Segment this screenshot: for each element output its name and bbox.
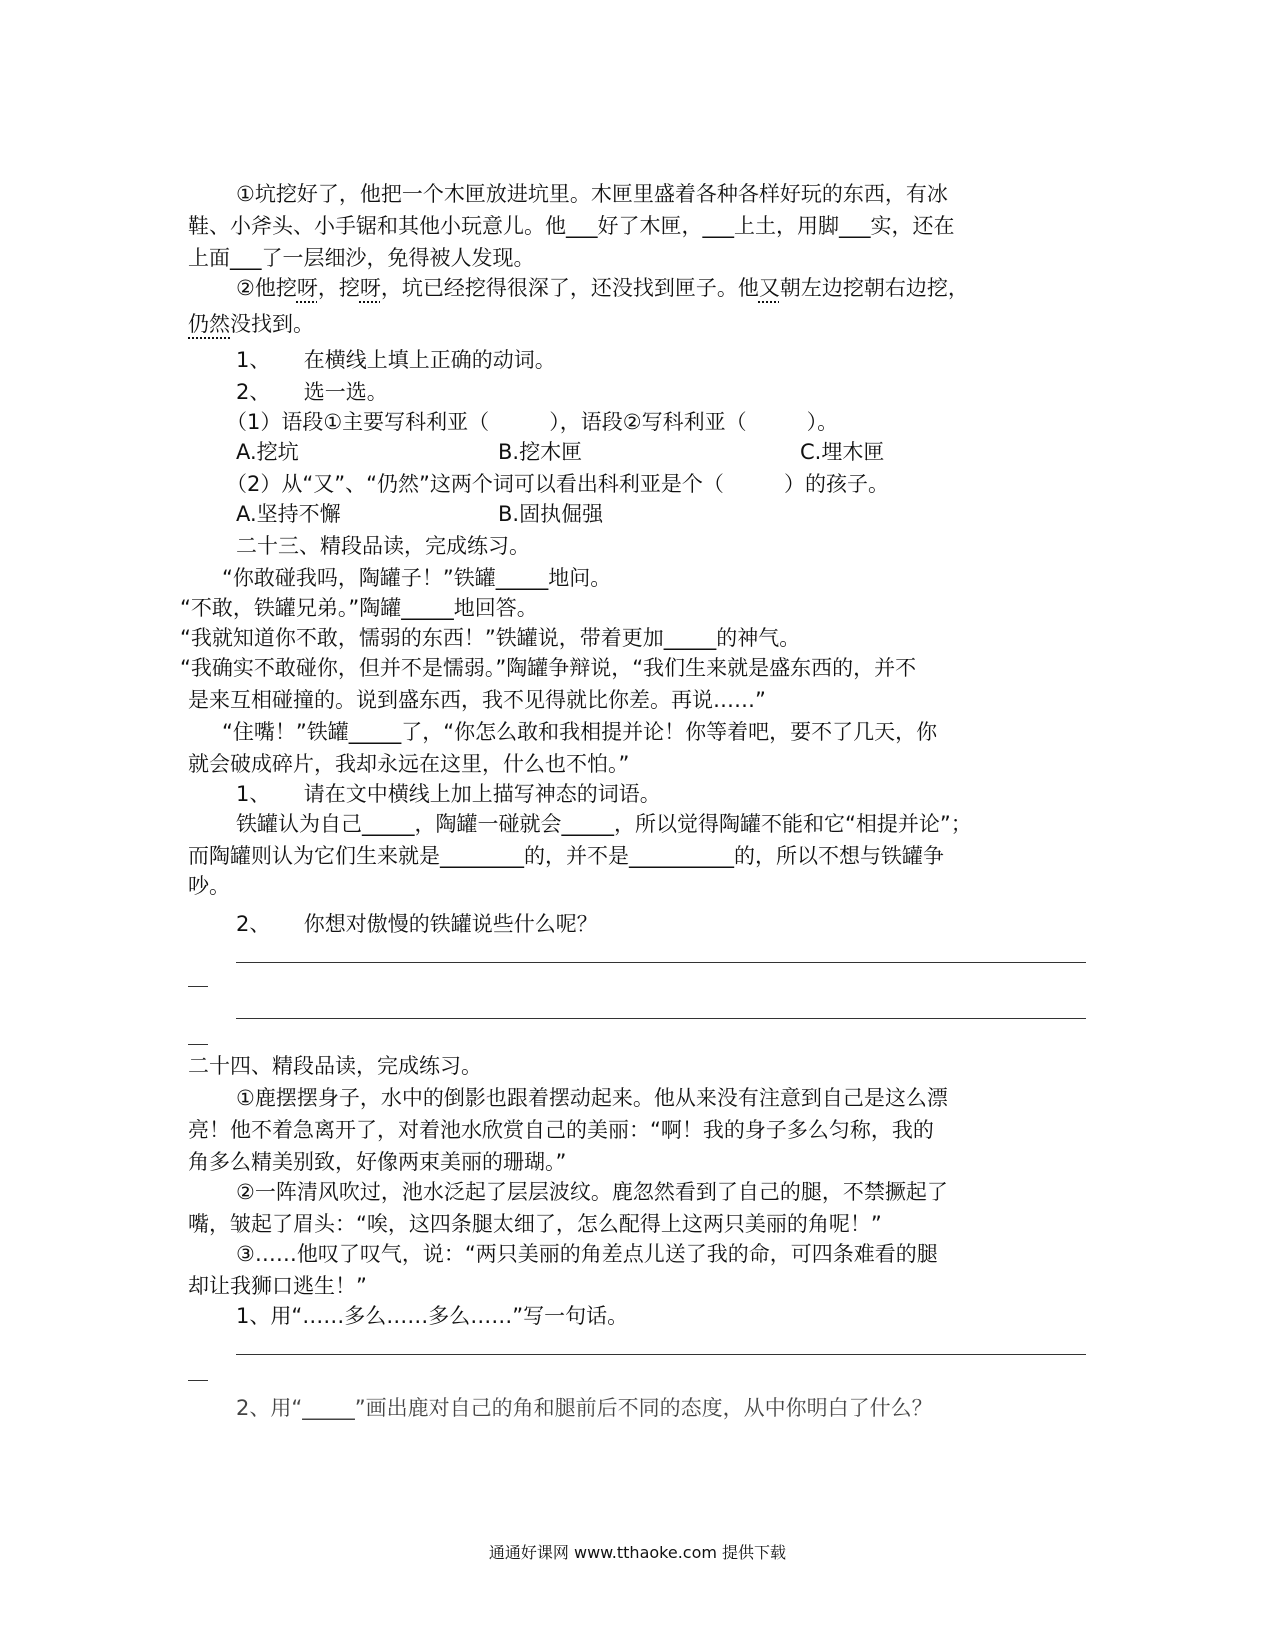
dotted-word: 又 xyxy=(758,276,780,300)
s23-fill-line-1: 铁罐认为自己_____，陶罐一碰就会_____，所以觉得陶罐不能和它“相提并论”； xyxy=(236,812,972,836)
section-23-title: 二十三、精段品读，完成练习。 xyxy=(236,534,530,558)
passage-2-line-2 xyxy=(188,308,314,340)
text-span: ②他挖 xyxy=(236,276,297,300)
option-a: A.挖坑 xyxy=(236,440,299,464)
option-b: B.挖木匣 xyxy=(498,440,583,464)
s23-line-5: 是来互相碰撞的。说到盛东西，我不见得就比你差。再说……” xyxy=(188,688,766,712)
passage-1-line-3: 上面___了一层细沙，免得被人发现。 xyxy=(188,246,535,270)
s23-fill-line-3: 吵。 xyxy=(188,874,230,898)
text-span: ，坑已经挖得很深了，还没找到匣子。他 xyxy=(380,276,759,300)
s24-p3-line-1: ③……他叹了叹气，说：“两只美丽的角差点儿送了我的命，可四条难看的腿 xyxy=(236,1242,938,1266)
option2-b: B.固执倔强 xyxy=(498,502,604,526)
s23-question-1: 1、 请在文中横线上加上描写神态的词语。 xyxy=(236,782,661,806)
s24-question-1: 1、用“……多么……多么……”写一句话。 xyxy=(236,1304,629,1328)
s23-fill-line-2: 而陶罐则认为它们生来就是________的，并不是__________的，所以不想与铁罐争 xyxy=(188,844,944,868)
option2-a: A.坚持不懈 xyxy=(236,502,341,526)
s24-p3-line-2: 却让我狮口逃生！” xyxy=(188,1274,367,1298)
answer-line-tail xyxy=(188,986,208,987)
question-1: 1、 在横线上填上正确的动词。 xyxy=(236,348,556,372)
dotted-word: 呀 xyxy=(296,276,318,300)
s23-question-2: 2、 你想对傲慢的铁罐说些什么呢？ xyxy=(236,912,598,936)
s24-p1-line-3: 角多么精美别致，好像两束美丽的珊瑚。” xyxy=(188,1150,567,1174)
section-24-title: 二十四、精段品读，完成练习。 xyxy=(188,1054,482,1078)
passage-1-line-2: 鞋、小斧头、小手锯和其他小玩意儿。他___好了木匣，___上土，用脚___实，还在 xyxy=(188,214,955,238)
question-2: 2、 选一选。 xyxy=(236,380,388,404)
footer-credit: 通通好课网 www.tthaoke.com 提供下载 xyxy=(488,1543,787,1562)
s23-line-1: “你敢碰我吗，陶罐子！”铁罐_____地问。 xyxy=(222,566,612,590)
text-span: 朝左边挖朝右边挖， xyxy=(779,276,969,300)
s23-line-4: “我确实不敢碰你，但并不是懦弱。”陶罐争辩说，“我们生来就是盛东西的，并不 xyxy=(180,656,917,680)
option-c: C.埋木匣 xyxy=(800,440,885,464)
dotted-word: 呀 xyxy=(359,276,381,300)
s23-line-3: “我就知道你不敢，懦弱的东西！”铁罐说，带着更加_____的神气。 xyxy=(180,626,801,650)
answer-line-tail xyxy=(188,1044,208,1045)
answer-line[interactable] xyxy=(236,1354,1086,1355)
s24-p1-line-1: ①鹿摆摆身子，水中的倒影也跟着摆动起来。他从来没有注意到自己是这么漂 xyxy=(236,1086,948,1110)
answer-line-tail xyxy=(188,1380,208,1381)
passage-2-line-1 xyxy=(236,272,969,304)
s24-p1-line-2: 亮！他不着急离开了，对着池水欣赏自己的美丽：“啊！我的身子多么匀称，我的 xyxy=(188,1118,934,1142)
s24-p2-line-1: ②一阵清风吹过，池水泛起了层层波纹。鹿忽然看到了自己的腿，不禁撅起了 xyxy=(236,1180,948,1204)
passage-1-line-1: ①坑挖好了，他把一个木匣放进坑里。木匣里盛着各种各样好玩的东西，有冰 xyxy=(236,182,948,206)
question-2-1: （1）语段①主要写科利亚（ ），语段②写科利亚（ ）。 xyxy=(226,410,839,434)
answer-line[interactable] xyxy=(236,1018,1086,1019)
question-2-2: （2）从“又”、“仍然”这两个词可以看出科利亚是个（ ）的孩子。 xyxy=(226,472,889,496)
s23-line-2: “不敢，铁罐兄弟。”陶罐_____地回答。 xyxy=(180,596,538,620)
dotted-word: 仍然 xyxy=(188,312,230,336)
text-span: 没找到。 xyxy=(230,312,314,336)
text-span: ，挖 xyxy=(317,276,360,300)
s24-p2-line-2: 嘴，皱起了眉头：“唉，这四条腿太细了，怎么配得上这两只美丽的角呢！” xyxy=(188,1212,882,1236)
s24-question-2: 2、用“_____”画出鹿对自己的角和腿前后不同的态度，从中你明白了什么？ xyxy=(236,1396,933,1420)
answer-line[interactable] xyxy=(236,962,1086,963)
s23-line-6: “住嘴！”铁罐_____了，“你怎么敢和我相提并论！你等着吧，要不了几天，你 xyxy=(222,720,938,744)
s23-line-7: 就会破成碎片，我却永远在这里，什么也不怕。” xyxy=(188,752,630,776)
